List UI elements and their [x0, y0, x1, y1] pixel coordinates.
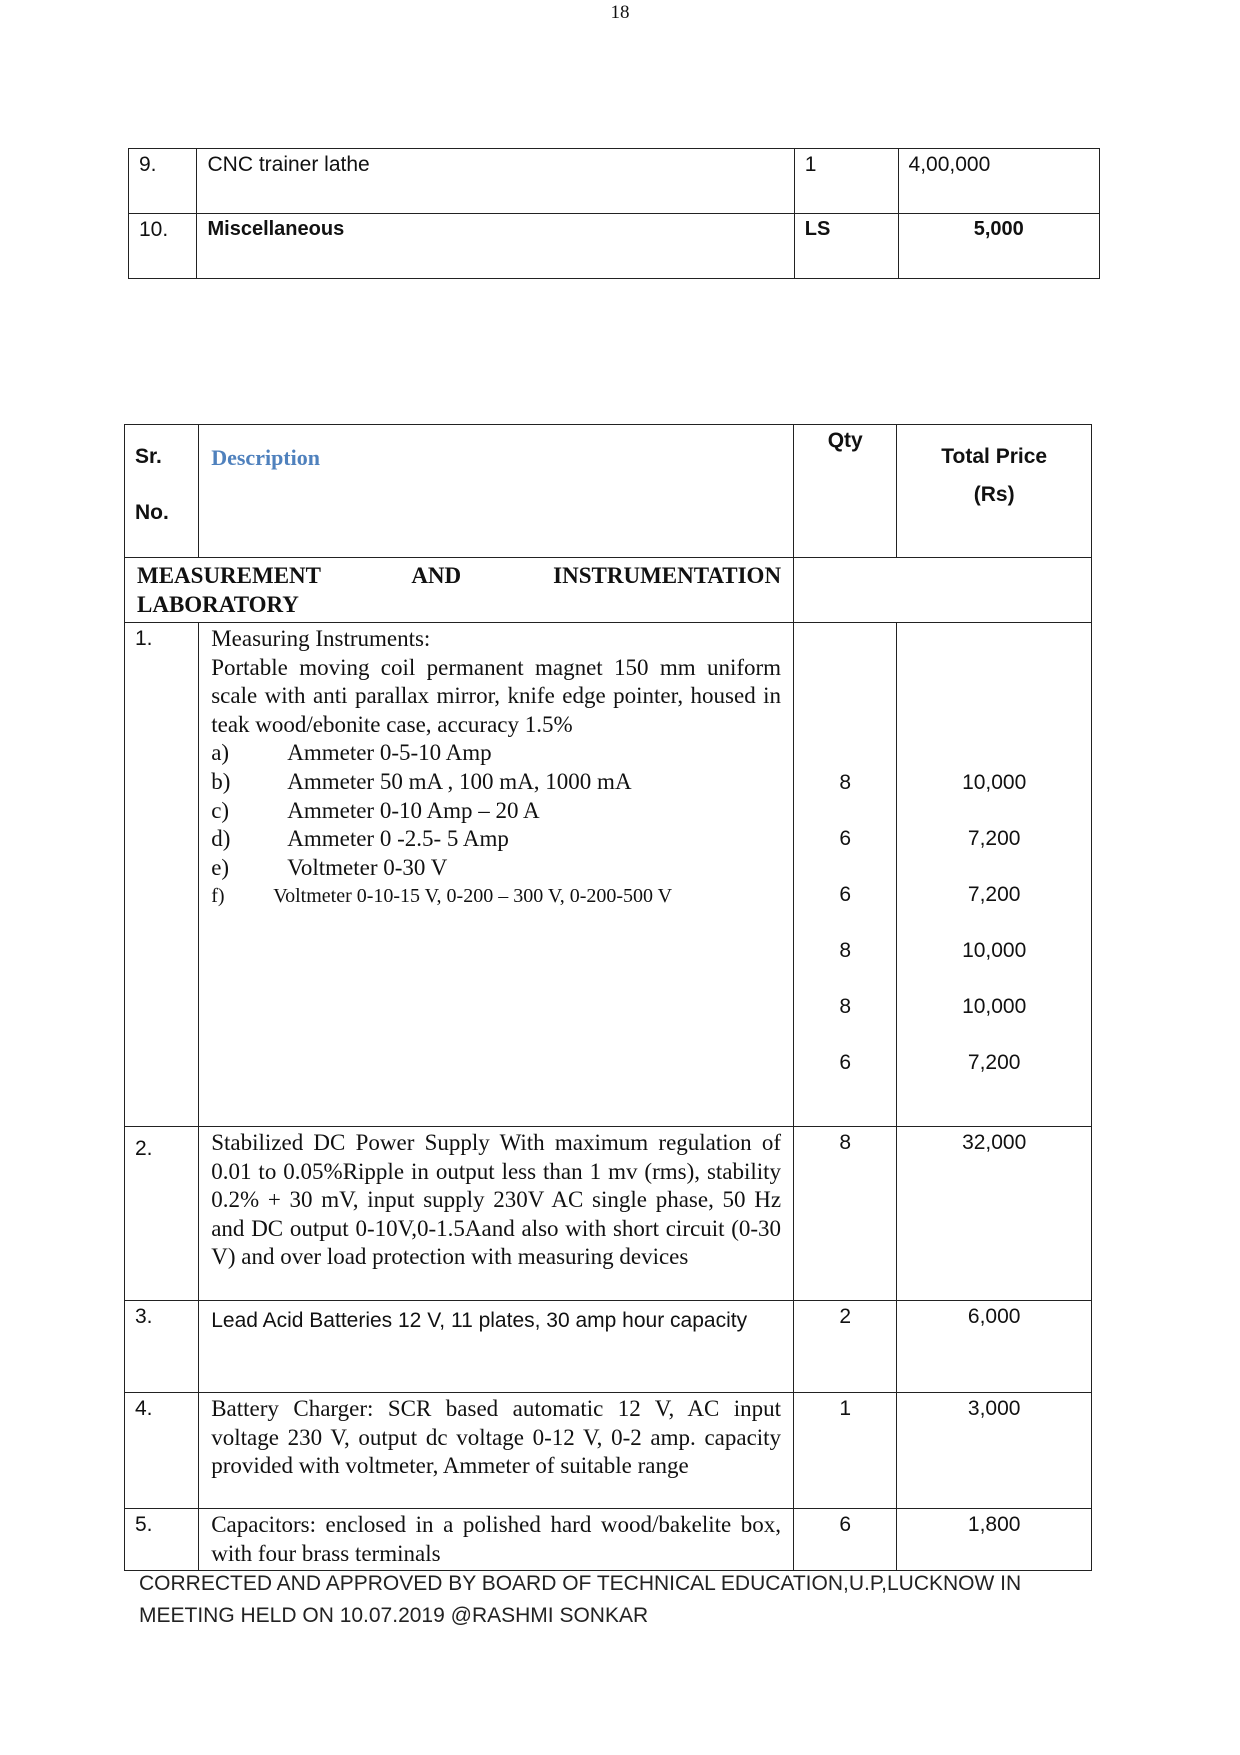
qty-cell: 1	[794, 149, 898, 214]
header-sr-line1: Sr.	[135, 445, 162, 468]
sr-cell: 4.	[125, 1393, 199, 1509]
sr-cell: 2.	[125, 1127, 199, 1301]
header-price	[897, 425, 1092, 558]
table-row	[129, 149, 1100, 214]
list-key: e)	[211, 854, 230, 880]
header-qty: Qty	[794, 425, 897, 558]
header-price-line1: Total Price	[941, 445, 1048, 468]
item-text: Portable moving coil permanent magnet 150 mm uniform scale with anti parallax mirror, knife edge pointer, housed in teak wood/ebonite case, accuracy 1.5%	[211, 654, 782, 737]
list-item	[211, 797, 781, 826]
list-key: f)	[211, 885, 225, 908]
list-item	[211, 768, 781, 797]
price-cell: 6,000	[897, 1301, 1092, 1393]
qty-cell	[794, 623, 897, 1127]
description-cell: Battery Charger: SCR based automatic 12 V, AC input voltage 230 V, output dc voltage 0-12 V, 0-2 amp. capacity provided with voltmeter, Ammeter of suitable range	[199, 1393, 794, 1509]
price-cell: 1,800	[897, 1509, 1092, 1571]
qty-cell: 2	[794, 1301, 897, 1393]
list-item	[211, 882, 781, 911]
list-item	[211, 739, 781, 768]
qty-cell: LS	[794, 214, 898, 279]
footer-line2: MEETING HELD ON 10.07.2019 @RASHMI SONKAR	[139, 1604, 649, 1627]
list-value: Voltmeter 0-30 V	[287, 854, 448, 880]
table-row	[125, 1393, 1092, 1509]
table-row	[125, 1301, 1092, 1393]
qty-cell: 6	[794, 1509, 897, 1571]
price-value: 10,000	[962, 995, 1027, 1018]
qty-value: 8	[839, 995, 852, 1018]
measurement-lab-table	[124, 424, 1092, 1571]
table-row	[125, 1509, 1092, 1571]
table-header-row	[125, 425, 1092, 558]
footer-line1: CORRECTED AND APPROVED BY BOARD OF TECHNICAL EDUCATION,U.P,LUCKNOW IN	[139, 1572, 1022, 1595]
description-cell: Capacitors: enclosed in a polished hard wood/bakelite box, with four brass terminals	[199, 1509, 794, 1571]
section-empty-cell	[794, 558, 1092, 623]
list-key: d)	[211, 826, 231, 852]
list-value: Ammeter 0-5-10 Amp	[287, 740, 492, 766]
section-title-line1: MEASUREMENT AND INSTRUMENTATION	[137, 563, 782, 588]
sr-cell: 9.	[129, 149, 197, 214]
qty-value: 8	[839, 771, 852, 794]
equipment-table-continued	[128, 148, 1100, 279]
sr-cell: 1.	[125, 623, 199, 1127]
price-cell: 3,000	[897, 1393, 1092, 1509]
qty-value: 8	[839, 939, 852, 962]
qty-value: 6	[839, 1051, 852, 1074]
header-description: Description	[199, 425, 794, 558]
list-value: Ammeter 0 -2.5- 5 Amp	[287, 826, 509, 852]
price-cell	[897, 623, 1092, 1127]
list-key: a)	[211, 740, 230, 766]
description-cell: Stabilized DC Power Supply With maximum regulation of 0.01 to 0.05%Ripple in output less than 1 mv (rms), stability 0.2% + 30 mV, input supply 230V AC single phase, 50 Hz and DC output 0-10V,0-1.5Aand also with short circuit (0-30 V) and over load protection with measuring devices	[199, 1127, 794, 1301]
list-value: Ammeter 50 mA , 100 mA, 1000 mA	[287, 768, 632, 794]
qty-value: 6	[839, 883, 852, 906]
table-row	[125, 623, 1092, 1127]
table-row	[125, 1127, 1092, 1301]
section-title	[125, 558, 794, 623]
list-item	[211, 825, 781, 854]
qty-cell: 8	[794, 1127, 897, 1301]
price-value: 10,000	[962, 771, 1027, 794]
sr-cell: 3.	[125, 1301, 199, 1393]
list-key: b)	[211, 768, 231, 794]
price-cell: 32,000	[897, 1127, 1092, 1301]
description-cell: Miscellaneous	[197, 214, 794, 279]
qty-value: 6	[839, 827, 852, 850]
list-value: Ammeter 0-10 Amp – 20 A	[287, 797, 540, 823]
price-value: 7,200	[967, 827, 1021, 850]
price-value: 7,200	[967, 883, 1021, 906]
qty-cell: 1	[794, 1393, 897, 1509]
section-title-line2: LABORATORY	[137, 592, 299, 617]
price-value: 10,000	[962, 939, 1027, 962]
section-row	[125, 558, 1092, 623]
list-value: Voltmeter 0-10-15 V, 0-200 – 300 V, 0-200-500 V	[273, 885, 673, 908]
description-cell: Lead Acid Batteries 12 V, 11 plates, 30 amp hour capacity	[199, 1301, 794, 1393]
list-item	[211, 854, 781, 883]
description-cell: CNC trainer lathe	[197, 149, 794, 214]
price-cell: 4,00,000	[898, 149, 1099, 214]
approval-footer	[139, 1568, 1021, 1632]
price-value: 7,200	[967, 1051, 1021, 1074]
description-cell	[199, 623, 794, 1127]
price-cell: 5,000	[898, 214, 1099, 279]
header-sr	[125, 425, 199, 558]
table-row	[129, 214, 1100, 279]
sr-cell: 10.	[129, 214, 197, 279]
item-title: Measuring Instruments:	[211, 626, 431, 651]
sr-cell: 5.	[125, 1509, 199, 1571]
page-number: 18	[610, 2, 630, 23]
list-key: c)	[211, 797, 230, 823]
header-sr-line2: No.	[135, 501, 169, 524]
header-price-line2: (Rs)	[973, 483, 1015, 506]
